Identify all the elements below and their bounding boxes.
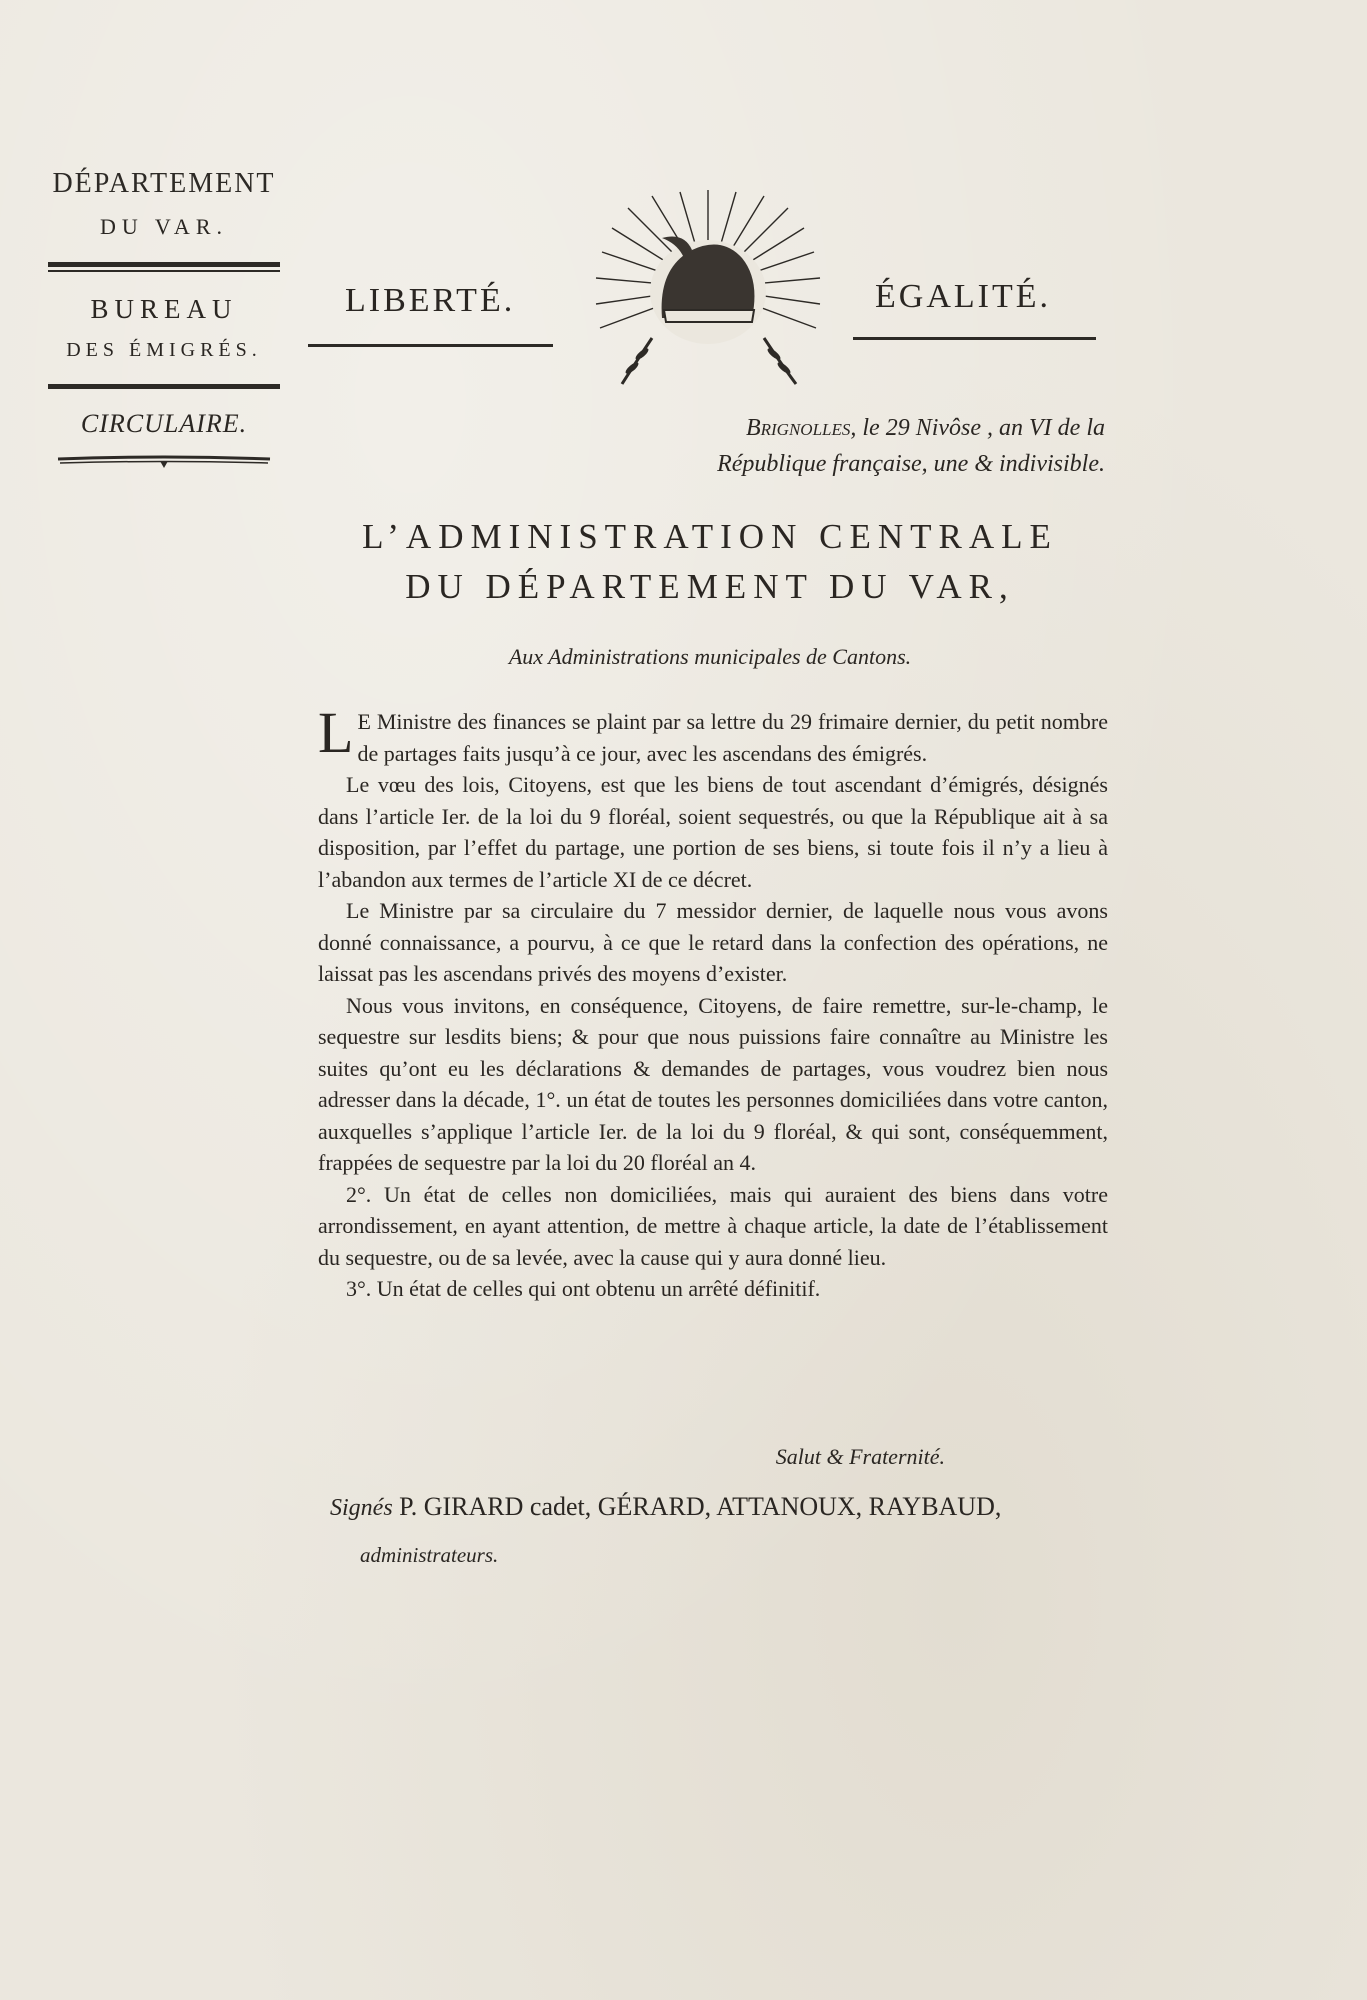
emigres-label: DES ÉMIGRÉS.: [66, 339, 262, 361]
motto-rule-left: [308, 344, 553, 347]
letter-body: [318, 700, 1108, 1305]
motto-rule-right: [853, 337, 1096, 340]
motto-egalite: ÉGALITÉ.: [875, 278, 1052, 315]
salutation: Salut & Fraternité.: [775, 1444, 945, 1469]
addressee: Aux Administrations municipales de Cantons.: [508, 644, 912, 669]
motto-liberte: LIBERTÉ.: [345, 282, 516, 319]
bureau-label: BUREAU: [90, 294, 238, 324]
dateline-place: Brignolles: [745, 415, 851, 441]
paragraph-1: [318, 700, 1108, 769]
dateline-line-1: [560, 410, 1105, 446]
signatures: [330, 1492, 1130, 1522]
sidebar-rule-2: [48, 384, 280, 389]
dateline: [560, 410, 1105, 482]
paragraph-2: Le vœu des lois, Citoyens, est que les biens de tout ascendant d’émigrés, désignés dans l’article Ier. de la loi du 9 floréal, soient sequestrés, ou que la République ait à sa disposition, par l’effet du partage, une portion de ses biens, si toute fois il n’y a lieu à l’abandon aux termes de l’article XI de ce décret.: [318, 772, 1108, 892]
paragraph-3: Le Ministre par sa circulaire du 7 messidor dernier, de laquelle nous vous avons donné connaissance, a pourvu, à ce que le retard dans la confection des opérations, ne laissat pas les ascendans privés des moyens d’exister.: [318, 898, 1108, 986]
dateline-line-2: République française, une & indivisible.: [717, 451, 1105, 477]
document-heading: [300, 512, 1120, 612]
paragraph-4: Nous vous invitons, en conséquence, Citoyens, de faire remettre, sur-le-champ, le sequestre sur lesdits biens; & pour que nous puissions faire connaître au Ministre les suites qu’ont eu les déclarations & demandes de partages, vous voudrez bien nous adresser dans la décade, 1°. un état de toutes les personnes domiciliées dans votre canton, auxquelles s’applique l’article Ier. de la loi du 9 floréal, & qui sont, conséquemment, frappées de sequestre par la loi du 20 floréal an 4.: [318, 992, 1108, 1175]
dateline-date: , le 29 Nivôse , an VI de la: [850, 415, 1105, 441]
signatory-names: P. GIRARD cadet, GÉRARD, ATTANOUX, RAYBAUD,: [399, 1492, 1002, 1521]
sidebar-rule-thin: [48, 270, 280, 272]
heading-line-1: L’ADMINISTRATION CENTRALE: [362, 517, 1058, 556]
phrygian-cap-emblem-icon: [592, 188, 824, 388]
paragraph-1-text: E Ministre des finances se plaint par sa lettre du 29 frimaire dernier, du petit nombre de partages faits jusqu’à ce jour, avec les ascendans des émigrés.: [357, 709, 1108, 766]
circulaire-label: CIRCULAIRE.: [80, 409, 248, 438]
du-var-label: DU VAR.: [100, 214, 228, 239]
signatory-role: administrateurs.: [360, 1543, 499, 1567]
paragraph-5: 2°. Un état de celles non domiciliées, mais qui auraient des biens dans votre arrondissement, en ayant attention, de mettre à chaque article, la date de l’établissement du sequestre, ou de sa levée, avec la cause qui y aura donné lieu.: [318, 1181, 1108, 1270]
sidebar-header: [44, 168, 284, 474]
drop-cap: L: [318, 700, 354, 765]
ornament-rule-icon: [56, 453, 272, 469]
sidebar-rule-thick: [48, 262, 280, 267]
department-label: DÉPARTEMENT: [52, 168, 276, 199]
signes-label: Signés: [330, 1495, 393, 1521]
heading-line-2: DU DÉPARTEMENT DU VAR,: [405, 567, 1015, 606]
paragraph-6: 3°. Un état de celles qui ont obtenu un arrêté définitif.: [346, 1276, 821, 1301]
